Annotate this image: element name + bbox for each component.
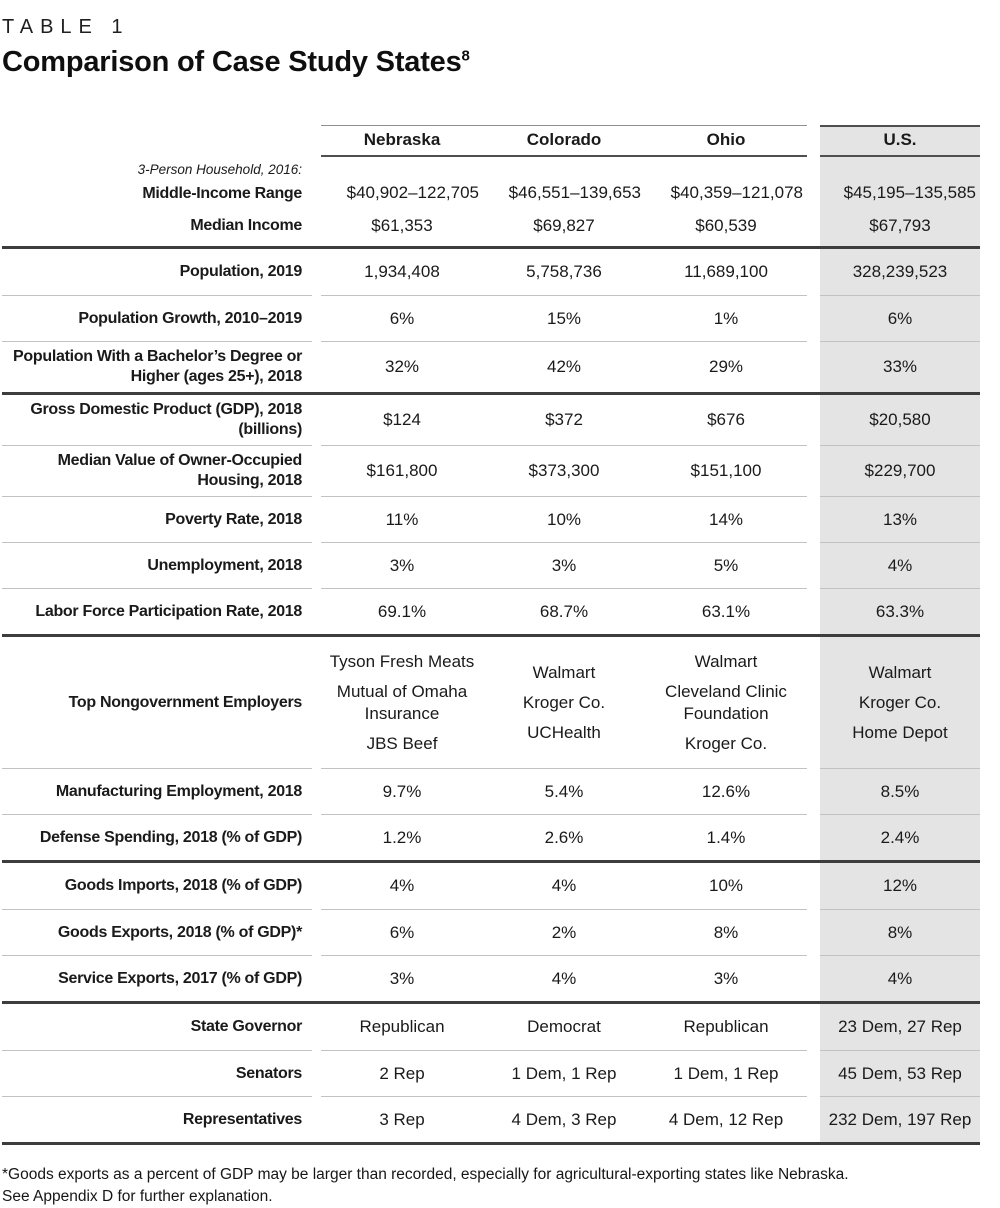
value-cell-colorado: 1 Dem, 1 Rep (483, 1050, 645, 1096)
row-label: Population With a Bachelor’s Degree or Higher (ages 25+), 2018 (13, 348, 302, 386)
value-cell-colorado: 4 Dem, 3 Rep (483, 1096, 645, 1142)
value-cell-colorado: 5,758,736 (526, 262, 602, 282)
column-gutter (807, 637, 820, 768)
column-gutter (312, 863, 321, 909)
value-cell-colorado: 42% (483, 341, 645, 392)
employer-item: Tyson Fresh Meats (329, 652, 475, 672)
value-cell-nebraska: 2 Rep (321, 1050, 483, 1096)
household-note: 3-Person Household, 2016: (137, 162, 302, 178)
value-cell-nebraska: 69.1% (321, 588, 483, 634)
footnote-line: See Appendix D for further explanation. (2, 1187, 273, 1205)
column-gutter (807, 1004, 820, 1050)
row-label-cell (2, 213, 312, 246)
table-row (2, 249, 980, 295)
row-label-cell (2, 1096, 312, 1142)
employer-item: Kroger Co. (522, 693, 606, 713)
column-gutter (312, 395, 321, 445)
row-label-cell (2, 909, 312, 955)
value-cell-us: 4% (820, 955, 980, 1001)
column-gutter (312, 909, 321, 955)
table-section-employment (2, 637, 980, 863)
table-row (2, 1004, 980, 1050)
value-cell-ohio: 11,689,100 (684, 262, 768, 282)
value-cell-us: 328,239,523 (820, 249, 980, 295)
value-cell-ohio: 12.6% (645, 768, 807, 814)
value-cell-us (820, 637, 980, 768)
row-label: Manufacturing Employment, 2018 (55, 782, 302, 800)
column-gutter (807, 395, 820, 445)
column-gutter (312, 341, 321, 392)
value-cell-ohio: Republican (683, 1017, 769, 1037)
value-cell-us: 13% (820, 496, 980, 542)
column-gutter (312, 955, 321, 1001)
column-gutter (807, 955, 820, 1001)
row-label-cell (2, 295, 312, 341)
employer-list-ohio (649, 651, 803, 754)
value-cell-us: 45 Dem, 53 Rep (820, 1050, 980, 1096)
row-label: Poverty Rate, 2018 (165, 510, 302, 528)
value-cell-nebraska: 3% (321, 542, 483, 588)
row-label: Middle-Income Range (142, 185, 302, 203)
footnote-line: *Goods exports as a percent of GDP may be larger than recorded, especially for agricultural-exporting states like Nebraska. (2, 1166, 849, 1184)
column-gutter (312, 496, 321, 542)
table-row (2, 496, 980, 542)
table-row (2, 768, 980, 814)
value-cell-ohio: 29% (645, 341, 807, 392)
value-cell-colorado: 2% (483, 909, 645, 955)
value-cell-ohio: 63.1% (645, 588, 807, 634)
column-gutter (312, 125, 321, 157)
value-cell-ohio: 1% (645, 295, 807, 341)
employer-item: UCHealth (527, 723, 601, 743)
value-cell-colorado: 5.4% (483, 768, 645, 814)
value-cell-ohio: $676 (707, 410, 745, 430)
column-gutter (312, 814, 321, 860)
column-gutter (312, 768, 321, 814)
value-cell-nebraska: $61,353 (371, 216, 433, 236)
employer-item: Kroger Co. (858, 693, 942, 713)
row-label: Defense Spending, 2018 (% of GDP) (39, 828, 302, 846)
column-header-colorado: Colorado (483, 125, 645, 157)
title-footnote-superscript: 8 (461, 47, 470, 65)
value-cell-ohio: 8% (645, 909, 807, 955)
table-section-population (2, 249, 980, 395)
employer-item: Home Depot (852, 723, 948, 743)
table-row (2, 637, 980, 768)
row-label-cell (2, 955, 312, 1001)
column-gutter (312, 637, 321, 768)
value-cell-colorado: 4% (483, 955, 645, 1001)
row-label: Median Value of Owner-Occupied Housing, 2018 (57, 452, 302, 490)
table-row (2, 588, 980, 634)
value-cell-colorado: $69,827 (533, 216, 595, 236)
row-label: Population, 2019 (179, 263, 302, 281)
value-cell-ohio: 5% (645, 542, 807, 588)
row-label: Goods Exports, 2018 (% of GDP)* (57, 923, 302, 941)
table-section-politics (2, 1004, 980, 1145)
title-block (2, 16, 1000, 79)
value-cell-nebraska: 32% (321, 341, 483, 392)
value-cell-nebraska: 9.7% (321, 768, 483, 814)
column-gutter (807, 814, 820, 860)
column-gutter (807, 909, 820, 955)
value-cell-us: 6% (820, 295, 980, 341)
column-gutter (807, 768, 820, 814)
value-cell-colorado: 10% (483, 496, 645, 542)
table-section-trade (2, 863, 980, 1004)
row-label-cell (2, 1050, 312, 1096)
value-cell-colorado (483, 637, 645, 768)
value-cell-nebraska: $124 (383, 410, 421, 430)
column-gutter (807, 863, 820, 909)
employer-item: Mutual of Omaha Insurance (336, 682, 468, 723)
value-cell-nebraska: 6% (321, 295, 483, 341)
value-cell-colorado: 15% (483, 295, 645, 341)
value-cell-colorado: 2.6% (483, 814, 645, 860)
value-cell-ohio: 1.4% (645, 814, 807, 860)
value-cell-colorado: $373,300 (483, 445, 645, 496)
employer-list-us (852, 662, 947, 744)
table-row (2, 1050, 980, 1096)
column-gutter (807, 542, 820, 588)
table-row (2, 909, 980, 955)
table-row (2, 341, 980, 392)
value-cell-nebraska: 3% (321, 955, 483, 1001)
row-label-cell (2, 542, 312, 588)
value-cell-ohio (645, 637, 807, 768)
column-gutter (807, 213, 820, 246)
employer-item: Walmart (532, 662, 596, 682)
value-cell-us: 4% (820, 542, 980, 588)
column-gutter (312, 1004, 321, 1050)
row-label: State Governor (190, 1018, 302, 1036)
row-label: Gross Domestic Product (GDP), 2018 (billions) (30, 401, 302, 439)
row-label-cell (2, 341, 312, 392)
row-label-cell (2, 768, 312, 814)
row-label: Representatives (182, 1110, 302, 1128)
table-row (2, 445, 980, 496)
column-gutter (807, 1096, 820, 1142)
value-cell-us: $20,580 (820, 395, 980, 445)
column-gutter (312, 588, 321, 634)
table-eyebrow: TABLE 1 (2, 16, 130, 38)
column-gutter (312, 157, 321, 213)
table-row (2, 542, 980, 588)
column-header-nebraska: Nebraska (321, 125, 483, 157)
column-header-ohio: Ohio (645, 125, 807, 157)
value-cell-us: 63.3% (820, 588, 980, 634)
value-cell-nebraska: 11% (321, 496, 483, 542)
value-cell-colorado: $372 (545, 410, 583, 430)
row-label: Median Income (190, 217, 302, 235)
row-label-cell (2, 395, 312, 445)
value-cell-nebraska: 6% (321, 909, 483, 955)
row-label-cell (2, 588, 312, 634)
column-header-us: U.S. (820, 125, 980, 157)
row-label: Unemployment, 2018 (147, 556, 302, 574)
column-gutter (807, 341, 820, 392)
table-row (2, 955, 980, 1001)
row-label-cell (2, 249, 312, 295)
table-row (2, 295, 980, 341)
employer-item: Kroger Co. (684, 733, 768, 753)
value-cell-us: 2.4% (820, 814, 980, 860)
column-gutter (312, 542, 321, 588)
table-section-income (2, 157, 980, 249)
value-cell-colorado: 3% (483, 542, 645, 588)
column-gutter (312, 1096, 321, 1142)
column-gutter (312, 295, 321, 341)
value-cell-us: 33% (820, 341, 980, 392)
column-gutter (312, 249, 321, 295)
value-cell-colorado: Democrat (527, 1017, 601, 1037)
value-cell-nebraska (321, 637, 483, 768)
row-label: Top Nongovernment Employers (68, 693, 302, 711)
column-gutter (312, 213, 321, 246)
row-label-cell (2, 445, 312, 496)
column-gutter (312, 445, 321, 496)
value-cell-ohio: 14% (645, 496, 807, 542)
value-cell-nebraska: Republican (359, 1017, 445, 1037)
footnote (2, 1164, 1000, 1207)
column-gutter (807, 588, 820, 634)
value-cell-nebraska: 1,934,408 (364, 262, 440, 282)
row-label-cell (2, 637, 312, 768)
value-cell-ohio: 1 Dem, 1 Rep (645, 1050, 807, 1096)
value-cell-us: $45,195–135,585 (820, 157, 980, 213)
employer-list-nebraska (325, 651, 479, 754)
table-row (2, 814, 980, 860)
page-title (2, 46, 1000, 79)
table-header-row (2, 125, 980, 157)
row-label-cell (2, 814, 312, 860)
employer-item: JBS Beef (366, 733, 438, 753)
value-cell-ohio: $40,359–121,078 (670, 183, 803, 202)
table-row (2, 863, 980, 909)
column-gutter (312, 1050, 321, 1096)
column-gutter (807, 1050, 820, 1096)
value-cell-colorado: 68.7% (483, 588, 645, 634)
table-row (2, 157, 980, 213)
table-row (2, 1096, 980, 1142)
table-row (2, 213, 980, 246)
value-cell-ohio: 10% (708, 876, 744, 896)
value-cell-us: 12% (820, 863, 980, 909)
header-label-spacer (2, 125, 312, 157)
value-cell-nebraska: 4% (389, 876, 415, 896)
row-label-cell (2, 496, 312, 542)
table-section-economy (2, 395, 980, 637)
row-label: Population Growth, 2010–2019 (78, 309, 302, 327)
value-cell-us: $229,700 (820, 445, 980, 496)
value-cell-ohio: 4 Dem, 12 Rep (645, 1096, 807, 1142)
page-title-text: Comparison of Case Study States (2, 46, 462, 78)
row-label: Goods Imports, 2018 (% of GDP) (64, 877, 302, 895)
column-gutter (807, 125, 820, 157)
value-cell-nebraska: $40,902–122,705 (346, 183, 479, 202)
row-label-cell (2, 1004, 312, 1050)
row-label-cell (2, 157, 312, 213)
value-cell-us: 232 Dem, 197 Rep (820, 1096, 980, 1142)
value-cell-ohio: $60,539 (695, 216, 757, 236)
column-gutter (807, 249, 820, 295)
row-label: Service Exports, 2017 (% of GDP) (58, 969, 302, 987)
row-label: Senators (235, 1064, 302, 1082)
column-gutter (807, 445, 820, 496)
value-cell-nebraska: 1.2% (321, 814, 483, 860)
employer-list-colorado (523, 662, 605, 744)
employer-item: Cleveland Clinic Foundation (665, 682, 787, 723)
column-gutter (807, 295, 820, 341)
value-cell-us: 8% (820, 909, 980, 955)
employer-item: Walmart (694, 652, 758, 672)
column-gutter (807, 157, 820, 213)
value-cell-us: 23 Dem, 27 Rep (820, 1004, 980, 1050)
value-cell-us: 8.5% (820, 768, 980, 814)
value-cell-nebraska: 3 Rep (321, 1096, 483, 1142)
comparison-table (2, 125, 980, 1145)
employer-item: Walmart (868, 662, 932, 682)
value-cell-ohio: 3% (645, 955, 807, 1001)
value-cell-colorado: $46,551–139,653 (508, 183, 641, 202)
column-gutter (807, 496, 820, 542)
row-label: Labor Force Participation Rate, 2018 (35, 602, 302, 620)
value-cell-nebraska: $161,800 (321, 445, 483, 496)
value-cell-us: $67,793 (820, 213, 980, 246)
value-cell-colorado: 4% (551, 876, 577, 896)
row-label-cell (2, 863, 312, 909)
value-cell-ohio: $151,100 (645, 445, 807, 496)
table-row (2, 395, 980, 445)
